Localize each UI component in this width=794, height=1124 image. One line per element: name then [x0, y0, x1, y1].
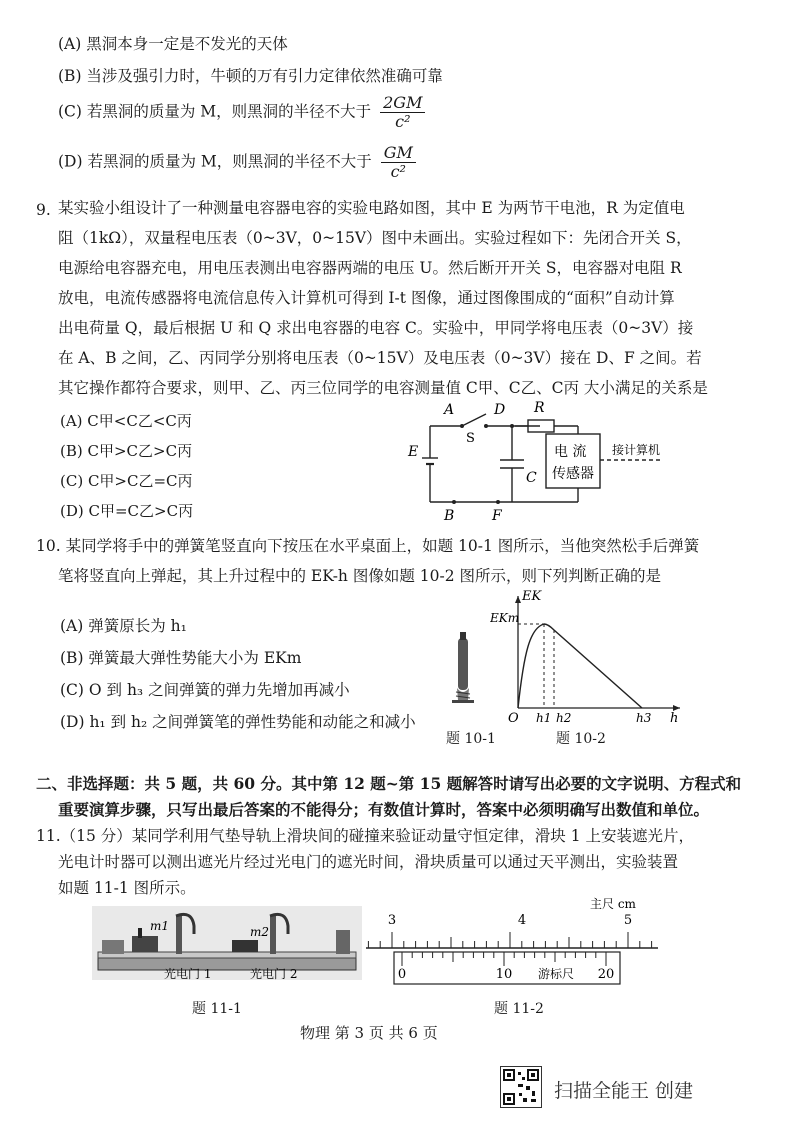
q9-option-d: (D) C甲=C乙>C丙	[60, 502, 194, 520]
q10-option-c: (C) O 到 h₃ 之间弹簧的弹力先增加再减小	[60, 681, 350, 699]
label-m1: m1	[150, 919, 170, 933]
scanner-watermark: 扫描全能王 创建	[554, 1080, 694, 1102]
q9-line-3: 电源给电容器充电，用电压表测出电容器两端的电压 U。然后断开开关 S，电容器对电阻 R	[58, 259, 682, 277]
caption-10-2: 题 10-2	[556, 731, 606, 747]
fraction-2gm-c2: $\frac{2GM}{\text{c²}}$	[380, 94, 425, 131]
q9-line-1: 某实验小组设计了一种测量电容器电容的实验电路如图，其中 E 为两节干电池，R 为定值电	[58, 199, 685, 217]
graph-h3: h3	[636, 711, 652, 725]
sensor-label-1: 电 流	[554, 444, 587, 460]
label-gate-2: 光电门 2	[250, 967, 298, 980]
main-tick-3: 3	[387, 913, 397, 928]
graph-ekm: EKm	[490, 611, 520, 625]
section2-line-1: 二、非选择题：共 5 题，共 60 分。其中第 12 题~第 15 题解答时请写出必要的文字说明、方程式和	[36, 774, 742, 793]
label-b: B	[444, 508, 455, 524]
q9-option-c: (C) C甲>C乙=C丙	[60, 472, 193, 490]
graph-h1: h1	[536, 711, 552, 725]
q8-option-c	[58, 94, 425, 131]
q9-line-6: 在 A、B 之间，乙、丙同学分别将电压表（0~15V）及电压表（0~3V）接在 D、F 之间。若	[58, 349, 702, 367]
label-m2: m2	[250, 925, 270, 939]
q11-line-1: 11.（15 分）某同学利用气垫导轨上滑块间的碰撞来验证动量守恒定律，滑块 1 上安装遮光片，	[36, 827, 695, 845]
air-track-apparatus	[92, 906, 362, 980]
q8-option-d-text: (D) 若黑洞的质量为 M，则黑洞的半径不大于	[58, 152, 372, 171]
label-r: R	[534, 400, 545, 416]
label-c: C	[526, 470, 537, 486]
graph-origin: O	[508, 711, 519, 726]
q10-option-a: (A) 弹簧原长为 h₁	[60, 617, 187, 635]
q9-option-a: (A) C甲<C乙<C丙	[60, 412, 192, 430]
q10-option-b: (B) 弹簧最大弹性势能大小为 EKm	[60, 649, 302, 667]
graph-xlabel: h	[670, 711, 679, 726]
main-scale-label: 主尺 cm	[590, 897, 636, 911]
label-gate-1: 光电门 1	[164, 967, 212, 980]
graph-h2: h2	[556, 711, 572, 725]
computer-label: 接计算机	[612, 443, 661, 457]
q9-number: 9.	[36, 201, 51, 219]
label-e: E	[408, 444, 419, 460]
q11-line-2: 光电计时器可以测出遮光片经过光电门的遮光时间，滑块质量可以通过天平测出，实验装置	[58, 853, 679, 871]
main-tick-4: 4	[517, 913, 527, 928]
q10-option-d: (D) h₁ 到 h₂ 之间弹簧笔的弹性势能和动能之和减小	[60, 713, 416, 731]
caption-10-1: 题 10-1	[446, 731, 496, 747]
q9-line-7: 其它操作都符合要求，则甲、乙、丙三位同学的电容测量值 C甲、C乙、C丙 大小满足的关系是	[58, 379, 708, 397]
q9-option-b: (B) C甲>C乙>C丙	[60, 442, 193, 460]
q8-option-c-text: (C) 若黑洞的质量为 M，则黑洞的半径不大于	[58, 102, 372, 121]
q8-option-b: (B) 当涉及强引力时，牛顿的万有引力定律依然准确可靠	[58, 67, 443, 85]
q8-option-d	[58, 144, 416, 181]
ek-h-graph	[490, 588, 686, 726]
label-a: A	[444, 402, 455, 418]
ek-curve	[518, 624, 642, 708]
main-tick-5: 5	[623, 913, 633, 928]
caption-11-1: 题 11-1	[192, 1001, 242, 1017]
q11-line-3: 如题 11-1 图所示。	[58, 879, 196, 897]
label-s: S	[466, 431, 475, 446]
qr-code-icon	[500, 1066, 542, 1108]
vernier-tick-10: 10	[495, 967, 513, 982]
fraction-gm-c2: $\frac{GM}{\text{c²}}$	[381, 144, 416, 181]
q9-line-5: 出电荷量 Q，最后根据 U 和 Q 求出电容器的电容 C。实验中，甲同学将电压表（0~3V）接	[58, 319, 694, 337]
graph-ylabel: EK	[522, 589, 542, 604]
q9-line-4: 放电，电流传感器将电流信息传入计算机可得到 I-t 图像，通过图像围成的“面积”自动计算	[58, 289, 675, 307]
page-footer: 物理 第 3 页 共 6 页	[300, 1024, 438, 1042]
spring-pen-illustration	[448, 630, 478, 710]
vernier-tick-0: 0	[397, 967, 407, 982]
sensor-label-2: 传感器	[552, 466, 594, 482]
section2-line-2: 重要演算步骤，只写出最后答案的不能得分；有数值计算时，答案中必须明确写出数值和单位。	[58, 800, 710, 819]
q10-line-1: 10. 某同学将手中的弹簧笔竖直向下按压在水平桌面上，如题 10-1 图所示，当他突然松手后弹簧	[36, 537, 700, 555]
vernier-scale-label: 游标尺	[538, 967, 575, 981]
circuit-diagram	[400, 398, 700, 526]
label-d: D	[494, 402, 506, 418]
caption-11-2: 题 11-2	[494, 1001, 544, 1017]
vernier-tick-20: 20	[597, 967, 615, 982]
q8-option-a: (A) 黑洞本身一定是不发光的天体	[58, 35, 288, 53]
q10-line-2: 笔将竖直向上弹起，其上升过程中的 EK-h 图像如题 10-2 图所示，则下列判断正确的是	[58, 567, 662, 585]
q9-line-2: 阻（1kΩ），双量程电压表（0~3V，0~15V）图中未画出。实验过程如下：先闭合开关 S，	[58, 229, 692, 247]
vernier-caliper	[362, 896, 662, 992]
label-f: F	[492, 508, 502, 524]
